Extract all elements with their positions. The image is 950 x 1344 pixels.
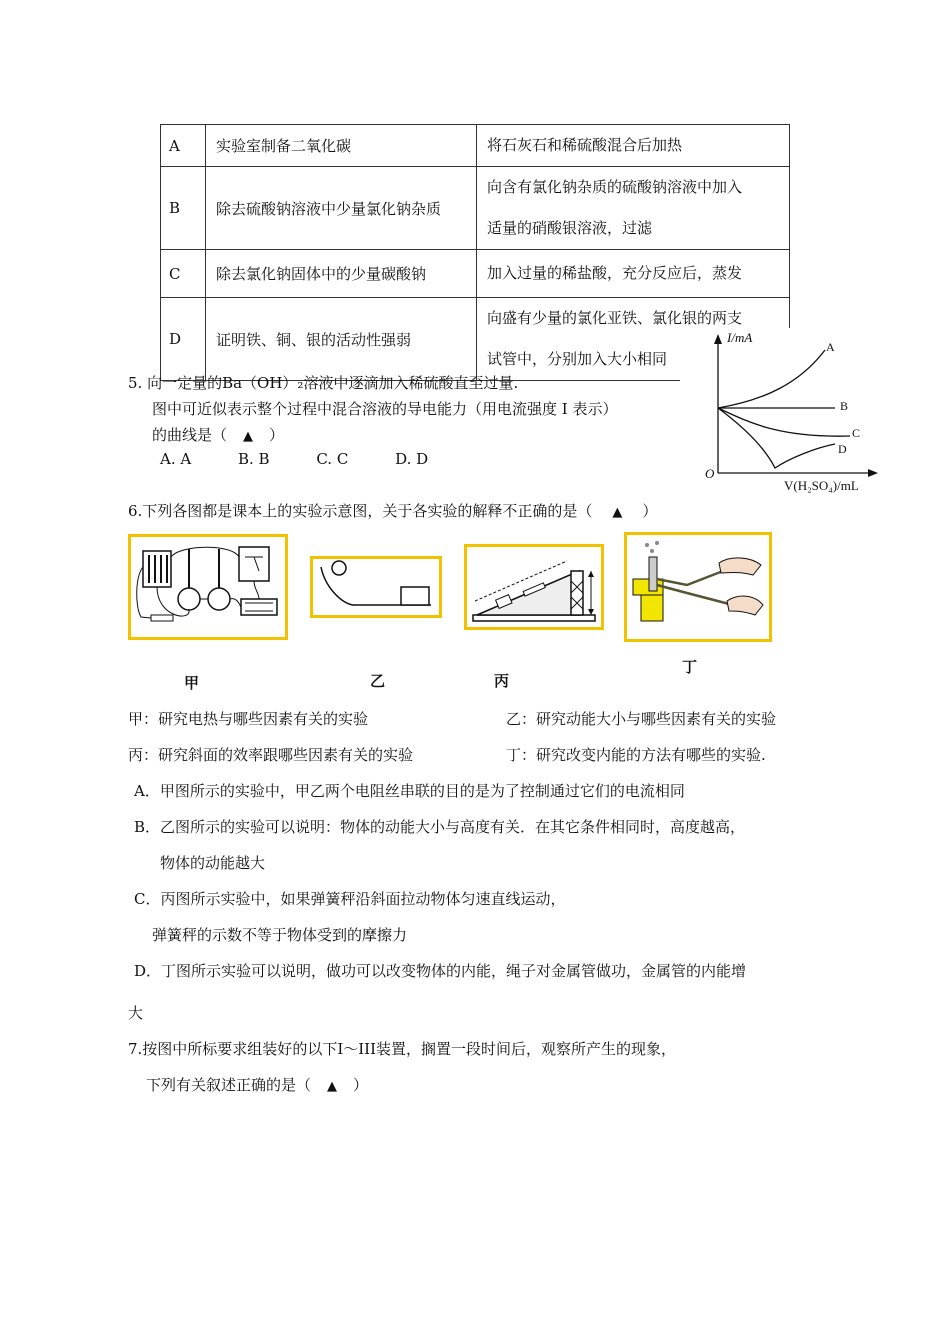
q5-option-c: C. C (316, 450, 349, 468)
q7-line1: 7.按图中所标要求组装好的以下Ⅰ～III装置，搁置一段时间后，观察所产生的现象， (128, 1040, 677, 1058)
q6-option-d-line2: 大 (128, 1004, 144, 1022)
curve-a (718, 350, 825, 408)
current-graph (680, 328, 880, 498)
desc-jia: 甲：研究电热与哪些因素有关的实验 (128, 710, 369, 728)
q5-option-a: A. A (160, 450, 192, 468)
q6-option-d-line1: D．丁图所示实验可以说明，做功可以改变物体的内能，绳子对金属管做功，金属管的内能增 (134, 962, 747, 980)
desc-ding: 丁：研究改变内能的方法有哪些的实验. (506, 746, 766, 764)
q5-option-b: B. B (237, 450, 270, 468)
figure-bing (464, 544, 604, 630)
row-aim: 除去硫酸钠溶液中少量氯化钠杂质 (206, 167, 477, 250)
table-row (161, 167, 790, 250)
row-key: A (161, 125, 206, 167)
row-aim: 除去氯化钠固体中的少量碳酸钠 (206, 250, 477, 298)
figure-ding (624, 532, 772, 642)
row-key: D (161, 298, 206, 381)
curve-c (718, 408, 850, 436)
q6-option-a: A．甲图所示的实验中，甲乙两个电阻丝串联的目的是为了控制通过它们的电流相同 (134, 782, 685, 800)
q5-line3: 的曲线是（ ▲ ） (152, 426, 285, 444)
answer-triangle-icon: ▲ (327, 1079, 338, 1094)
row-method: 向含有氯化钠杂质的硫酸钠溶液中加入 适量的硝酸银溶液，过滤 (477, 167, 790, 250)
row-aim: 证明铁、铜、银的活动性强弱 (206, 298, 477, 381)
q5-line1: 5. 向一定量的Ba（OH）₂溶液中逐滴加入稀硫酸直至过量. (128, 374, 519, 392)
x-axis-label: V(H₂SO₄)/mL (784, 478, 859, 493)
curve-label-c: C (852, 426, 861, 440)
table-row (161, 125, 790, 167)
curve-label-a: A (826, 340, 835, 354)
answer-triangle-icon: ▲ (612, 505, 623, 520)
row-method: 将石灰石和稀硫酸混合后加热 (477, 125, 790, 167)
row-method: 加入过量的稀盐酸，充分反应后，蒸发 (477, 250, 790, 298)
desc-bing: 丙：研究斜面的效率跟哪些因素有关的实验 (128, 746, 414, 764)
q6-option-b-line1: B．乙图所示的实验可以说明：物体的动能大小与高度有关．在其它条件相同时，高度越高， (134, 818, 746, 836)
figure-yi (310, 556, 442, 618)
curve-label-b: B (840, 399, 849, 413)
curve-label-d: D (838, 442, 847, 456)
q6-option-c-line2: 弹簧秤的示数不等于物体受到的摩擦力 (152, 926, 408, 944)
q6-stem: 6.下列各图都是课本上的实验示意图，关于各实验的解释不正确的是（ ▲ ） (128, 502, 658, 520)
q7-line2: 下列有关叙述正确的是（ ▲ ） (146, 1076, 369, 1094)
caption-bing: 丙 (494, 672, 510, 690)
caption-ding: 丁 (682, 658, 698, 676)
desc-yi: 乙：研究动能大小与哪些因素有关的实验 (506, 710, 777, 728)
origin-label: O (705, 466, 715, 481)
q5-line2: 图中可近似表示整个过程中混合溶液的导电能力（用电流强度 I 表示） (152, 400, 618, 418)
caption-yi: 乙 (370, 672, 386, 690)
row-key: B (161, 167, 206, 250)
figure-jia (128, 534, 288, 640)
answer-triangle-icon: ▲ (243, 429, 254, 444)
q6-option-c-line1: C．丙图所示实验中，如果弹簧秤沿斜面拉动物体匀速直线运动， (134, 890, 566, 908)
q5-options (160, 450, 428, 468)
caption-jia: 甲 (184, 674, 200, 692)
curve-d (718, 408, 835, 468)
q6-option-b-line2: 物体的动能越大 (160, 854, 266, 872)
q5-option-d: D. D (395, 450, 429, 468)
row-key: C (161, 250, 206, 298)
y-axis-label: I/mA (727, 330, 753, 345)
row-aim: 实验室制备二氧化碳 (206, 125, 477, 167)
table-row (161, 250, 790, 298)
row-method: 向盛有少量的氯化亚铁、氯化银的两支 试管中，分别加入大小相同 (477, 298, 790, 381)
